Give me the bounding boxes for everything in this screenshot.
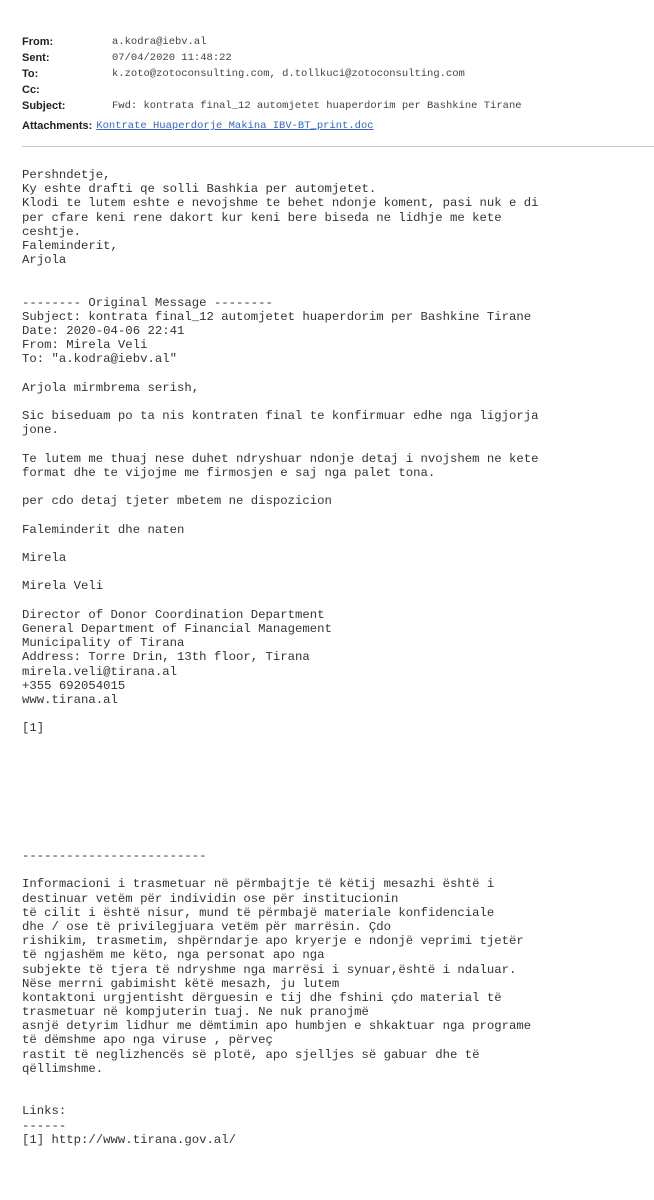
from-label: From: xyxy=(22,36,54,48)
sent-value: 07/04/2020 11:48:22 xyxy=(112,52,232,64)
blank-line xyxy=(22,750,642,764)
body-line: Mirela Veli xyxy=(22,579,104,594)
body-line: Municipality of Tirana xyxy=(22,636,185,651)
body-line: Nëse merrni gabimisht këtë mesazh, ju lutem xyxy=(22,976,340,991)
blank-line xyxy=(22,282,642,296)
body-line: Faleminderit, xyxy=(22,238,118,253)
body-line: rastit të neglizhencës së plotë, apo sjelljes së gabuar dhe të xyxy=(22,1047,480,1062)
body-line: +355 692054015 xyxy=(22,678,126,693)
body-line: Ky eshte drafti qe solli Bashkia per automjetet. xyxy=(22,182,377,197)
body-line: Pershndetje, xyxy=(22,168,111,182)
body-line: Informacioni i trasmetuar në përmbajtje të këtij mesazhi është i xyxy=(22,877,495,892)
blank-line xyxy=(22,267,642,281)
body-line: Subject: kontrata final_12 automjetet huaperdorim per Bashkine Tirane xyxy=(22,309,532,324)
to-row xyxy=(22,66,642,82)
body-line: Faleminderit dhe naten xyxy=(22,522,185,537)
attachment-link[interactable]: Kontrate Huaperdorje Makina IBV-BT_print.doc xyxy=(96,120,374,132)
body-line: [1] http://www.tirana.gov.al/ xyxy=(22,1132,237,1147)
body-line: Links: xyxy=(22,1104,67,1119)
cc-row xyxy=(22,82,642,98)
blank-line xyxy=(22,565,642,579)
body-line: ------ xyxy=(22,1118,67,1133)
blank-line xyxy=(22,367,642,381)
subject-label: Subject: xyxy=(22,100,66,112)
blank-line xyxy=(22,806,642,820)
blank-line xyxy=(22,792,642,806)
blank-line xyxy=(22,537,642,551)
blank-line xyxy=(22,821,642,835)
to-label: To: xyxy=(22,68,39,80)
blank-line xyxy=(22,395,642,409)
body-line: [1] xyxy=(22,721,45,736)
blank-line xyxy=(22,778,642,792)
message-body xyxy=(22,168,642,1147)
body-line: rishikim, trasmetim, shpërndarje apo kryerje e ndonjë veprimi tjetër xyxy=(22,934,524,949)
subject-value: Fwd: kontrata final_12 automjetet huaperdorim per Bashkine Tirane xyxy=(112,100,522,112)
body-line: -------- Original Message -------- xyxy=(22,295,273,310)
blank-line xyxy=(22,480,642,494)
email-header xyxy=(22,34,642,134)
body-line: asnjë detyrim lidhur me dëmtimin apo humbjen e shkaktuar nga programe xyxy=(22,1019,532,1034)
body-line: Director of Donor Coordination Department xyxy=(22,607,325,622)
cc-value xyxy=(112,82,642,98)
blank-line xyxy=(22,764,642,778)
body-line: Date: 2020-04-06 22:41 xyxy=(22,324,185,339)
cc-label: Cc: xyxy=(22,84,40,96)
body-line: mirela.veli@tirana.al xyxy=(22,664,177,679)
body-line: dhe / ose të privilegjuara vetëm për marrësin. Çdo xyxy=(22,919,391,934)
blank-line xyxy=(22,707,642,721)
body-line: To: "a.kodra@iebv.al" xyxy=(22,352,177,367)
body-line: të cilit i është nisur, mund të përmbajë materiale konfidenciale xyxy=(22,905,495,920)
body-line: per cdo detaj tjeter mbetem ne dispozicion xyxy=(22,494,332,509)
body-line: qëllimshme. xyxy=(22,1061,104,1076)
from-value: a.kodra@iebv.al xyxy=(112,36,207,48)
blank-line xyxy=(22,509,642,523)
blank-line xyxy=(22,736,642,750)
attachments-label: Attachments: xyxy=(22,120,93,132)
body-line: www.tirana.al xyxy=(22,692,118,707)
subject-row xyxy=(22,98,642,114)
body-line: ceshtje. xyxy=(22,224,82,239)
body-line: trasmetuar në kompjuterin tuaj. Ne nuk pranojmë xyxy=(22,1005,369,1020)
body-line: per cfare keni rene dakort kur keni bere biseda ne lidhje me kete xyxy=(22,210,502,225)
body-line: Mirela xyxy=(22,551,67,566)
body-line: ------------------------- xyxy=(22,849,207,863)
body-line: destinuar vetëm për individin ose për institucionin xyxy=(22,891,399,906)
body-line: From: Mirela Veli xyxy=(22,338,148,353)
body-line: General Department of Financial Management xyxy=(22,622,332,636)
from-row xyxy=(22,34,642,50)
header-divider xyxy=(22,146,654,147)
body-line: subjekte të tjera të ndryshme nga marrësi i synuar,është i ndaluar. xyxy=(22,962,517,977)
body-line: të ngjashëm me këto, nga personat apo nga xyxy=(22,948,325,963)
attachments-row xyxy=(22,118,642,134)
blank-line xyxy=(22,863,642,877)
body-line: të dëmshme apo nga viruse , përveç xyxy=(22,1033,273,1048)
body-line: Klodi te lutem eshte e nevojshme te behet ndonje koment, pasi nuk e di xyxy=(22,196,539,211)
to-value: k.zoto@zotoconsulting.com, d.tollkuci@zotoconsulting.com xyxy=(112,68,465,80)
body-line: Sic biseduam po ta nis kontraten final te konfirmuar edhe nga ligjorja xyxy=(22,409,539,424)
blank-line xyxy=(22,594,642,608)
body-line: kontaktoni urgjentisht dërguesin e tij dhe fshini çdo material të xyxy=(22,990,502,1005)
blank-line xyxy=(22,1090,642,1104)
body-line: Arjola mirmbrema serish, xyxy=(22,380,200,395)
body-line: format dhe te vijojme me firmosjen e saj nga palet tona. xyxy=(22,465,436,480)
body-line: Arjola xyxy=(22,253,67,268)
sent-label: Sent: xyxy=(22,52,50,64)
blank-line xyxy=(22,1076,642,1090)
body-line: Address: Torre Drin, 13th floor, Tirana xyxy=(22,650,310,665)
body-line: Te lutem me thuaj nese duhet ndryshuar ndonje detaj i nvojshem ne kete xyxy=(22,451,539,466)
sent-row xyxy=(22,50,642,66)
blank-line xyxy=(22,438,642,452)
blank-line xyxy=(22,835,642,849)
body-line: jone. xyxy=(22,423,59,438)
